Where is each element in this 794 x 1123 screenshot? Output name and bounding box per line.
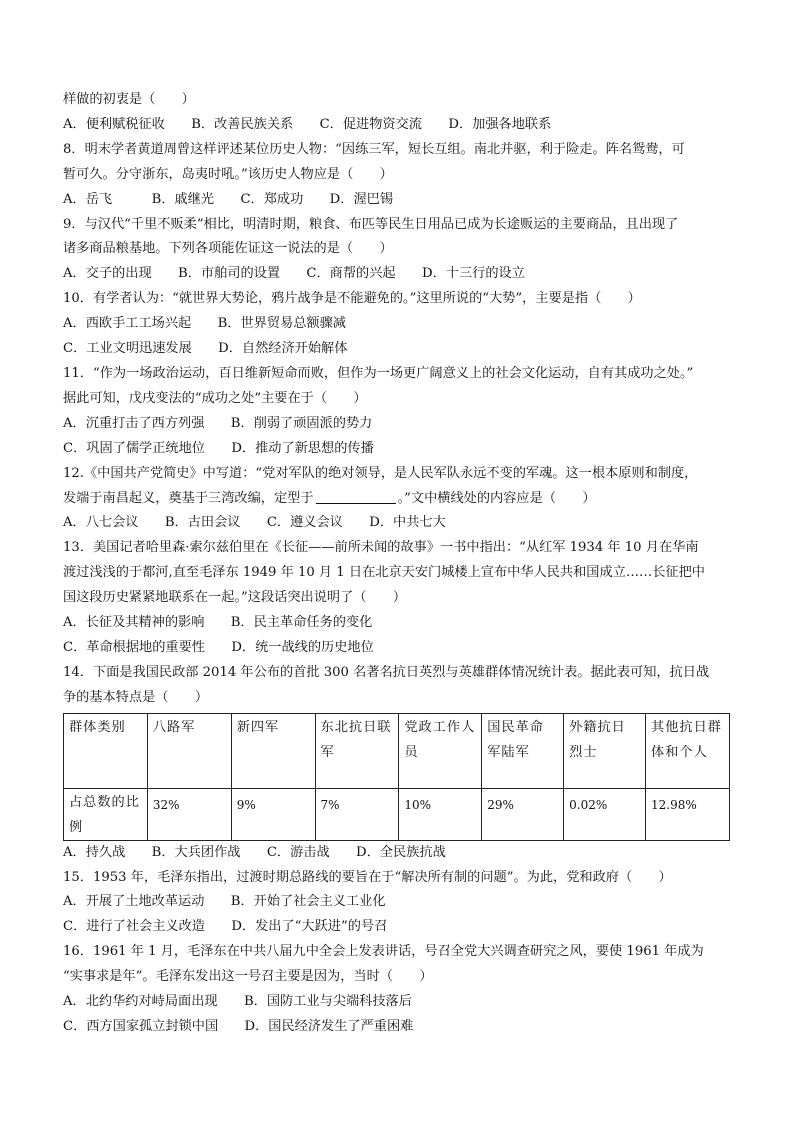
table-cell: 7% bbox=[315, 788, 399, 840]
q10-options-row-1: A．西欧手工工场兴起 B．世界贸易总额骤减 bbox=[63, 316, 346, 332]
q11-options-row-1: A．沉重打击了西方列强 B．削弱了顽固派的势力 bbox=[63, 415, 373, 431]
table-header-cell: 其他抗日群体和个人 bbox=[646, 713, 730, 788]
table-cell: 29% bbox=[482, 788, 564, 840]
q7-options: A．便利赋税征收 B．改善民族关系 C．促进物资交流 D．加强各地联系 bbox=[63, 116, 552, 132]
q14-stem-line-2: 争的基本特点是（ ） bbox=[63, 689, 209, 705]
table-header-cell: 八路军 bbox=[147, 713, 231, 788]
q8-stem-line-1: 8．明末学者黄道周曾这样评述某位历史人物：“因练三军，短长互组。南北并驱，利于险走。阵名鸳鸯，可 bbox=[63, 141, 685, 157]
q12-stem-line-2a: 发端于南昌起义，奠基于三湾改编，定型于 bbox=[63, 490, 314, 506]
q13-options-row-2: C．革命根据地的重要性 D．统一战线的历史地位 bbox=[63, 639, 374, 655]
table-header-cell: 东北抗日联军 bbox=[315, 713, 399, 788]
table-cell: 12.98% bbox=[646, 788, 730, 840]
q10-options-row-2: C．工业文明迅速发展 D．自然经济开始解体 bbox=[63, 341, 348, 357]
q13-stem-line-1: 13．美国记者哈里森·索尔兹伯里在《长征——前所未闻的故事》一书中指出：“从红军 1934 年 10 月在华南 bbox=[63, 540, 699, 556]
q12-options: A．八七会议 B．古田会议 C．遵义会议 D．中共七大 bbox=[63, 515, 446, 531]
q9-stem-line-2: 诸多商品粮基地。下列各项能佐证这一说法的是（ ） bbox=[63, 241, 393, 257]
q14-options: A．持久战 B．大兵团作战 C．游击战 D．全民族抗战 bbox=[63, 844, 446, 860]
q15-stem: 15．1953 年，毛泽东指出，过渡时期总路线的要旨在于“解决所有制的问题”。为此，党和政府（ ） bbox=[63, 869, 672, 885]
table-header-cell: 外籍抗日烈士 bbox=[564, 713, 646, 788]
q15-options-row-1: A．开展了土地改革运动 B．开始了社会主义工业化 bbox=[63, 894, 386, 910]
q7-stem: 样做的初衷是（ ） bbox=[63, 92, 195, 107]
q16-options-row-2: C．西方国家孤立封锁中国 D．国民经济发生了严重困难 bbox=[63, 1019, 414, 1034]
q11-stem-line-2: 据此可知，戊戌变法的“成功之处”主要在于（ ） bbox=[63, 390, 367, 406]
table-header-cell: 国民革命军陆军 bbox=[482, 713, 564, 788]
q8-stem-line-2: 暂可久。分守浙东，岛夷时吼。”该历史人物应是（ ） bbox=[63, 166, 393, 182]
q12-stem-line-2b: 。”文中横线处的内容应是（ ） bbox=[397, 490, 596, 506]
q13-stem-line-2: 渡过浅浅的于都河,直至毛泽东 1949 年 10 月 1 日在北京天安门城楼上宣布中华人民共和国成立……长征把中 bbox=[63, 565, 705, 581]
q13-stem-line-3: 国这段历史紧紧地联系在一起。”这段话突出说明了（ ） bbox=[63, 590, 407, 606]
table-header-cell: 新四军 bbox=[231, 713, 315, 788]
table-row-label: 占总数的比例 bbox=[64, 788, 148, 840]
q13-options-row-1: A．长征及其精神的影响 B．民主革命任务的变化 bbox=[63, 615, 373, 631]
q16-stem-line-2: “实事求是年”。毛泽东发出这一号召主要是因为，当时（ ） bbox=[63, 969, 433, 985]
q16-stem-line-1: 16．1961 年 1 月，毛泽东在中共八届九中全会上发表讲话，号召全党大兴调查研究之风，要使 1961 年成为 bbox=[63, 944, 704, 960]
q16-options-row-1: A．北约华约对峙局面出现 B．国防工业与尖端科技落后 bbox=[63, 994, 412, 1010]
q9-options: A．交子的出现 B．市舶司的设置 C．商帮的兴起 D．十三行的设立 bbox=[63, 266, 525, 282]
table-header-cell: 党政工作人员 bbox=[399, 713, 482, 788]
table-cell: 32% bbox=[147, 788, 231, 840]
q10-stem: 10．有学者认为：“就世界大势论，鸦片战争是不能避免的。”这里所说的“大势”，主要是指（ ） bbox=[63, 291, 641, 307]
q11-options-row-2: C．巩固了儒学正统地位 D．推动了新思想的传播 bbox=[63, 440, 374, 456]
table-header-cell: 群体类别 bbox=[64, 713, 148, 788]
hero-statistics-table bbox=[63, 713, 730, 841]
table-header-row bbox=[64, 713, 730, 788]
q8-options: A．岳飞 B．戚继光 C．郑成功 D．渥巴锡 bbox=[63, 191, 394, 207]
q12-stem-line-2 bbox=[63, 487, 731, 512]
q9-stem-line-1: 9．与汉代“千里不贩柔”相比，明清时期，粮食、布匹等民生日用品已成为长途贩运的主要商品，且出现了 bbox=[63, 216, 679, 232]
q14-stem-line-1: 14．下面是我国民政部 2014 年公布的首批 300 名著名抗日英烈与英雄群体情况统计表。据此表可知，抗日战 bbox=[63, 664, 710, 680]
exam-page bbox=[63, 88, 731, 1040]
table-cell: 9% bbox=[231, 788, 315, 840]
table-cell: 0.02% bbox=[564, 788, 646, 840]
table-cell: 10% bbox=[399, 788, 482, 840]
q11-stem-line-1: 11．“作为一场政治运动，百日维新短命而败，但作为一场更广阔意义上的社会文化运动，自有其成功之处。” bbox=[63, 365, 694, 381]
answer-blank-line bbox=[316, 489, 396, 504]
q12-stem-line-1: 12.《中国共产党简史》中写道：“党对军队的绝对领导，是人民军队永远不变的军魂。这一根本原则和制度， bbox=[63, 465, 698, 481]
table-row bbox=[64, 788, 730, 840]
q15-options-row-2: C．进行了社会主义改造 D．发出了“大跃进”的号召 bbox=[63, 919, 388, 935]
